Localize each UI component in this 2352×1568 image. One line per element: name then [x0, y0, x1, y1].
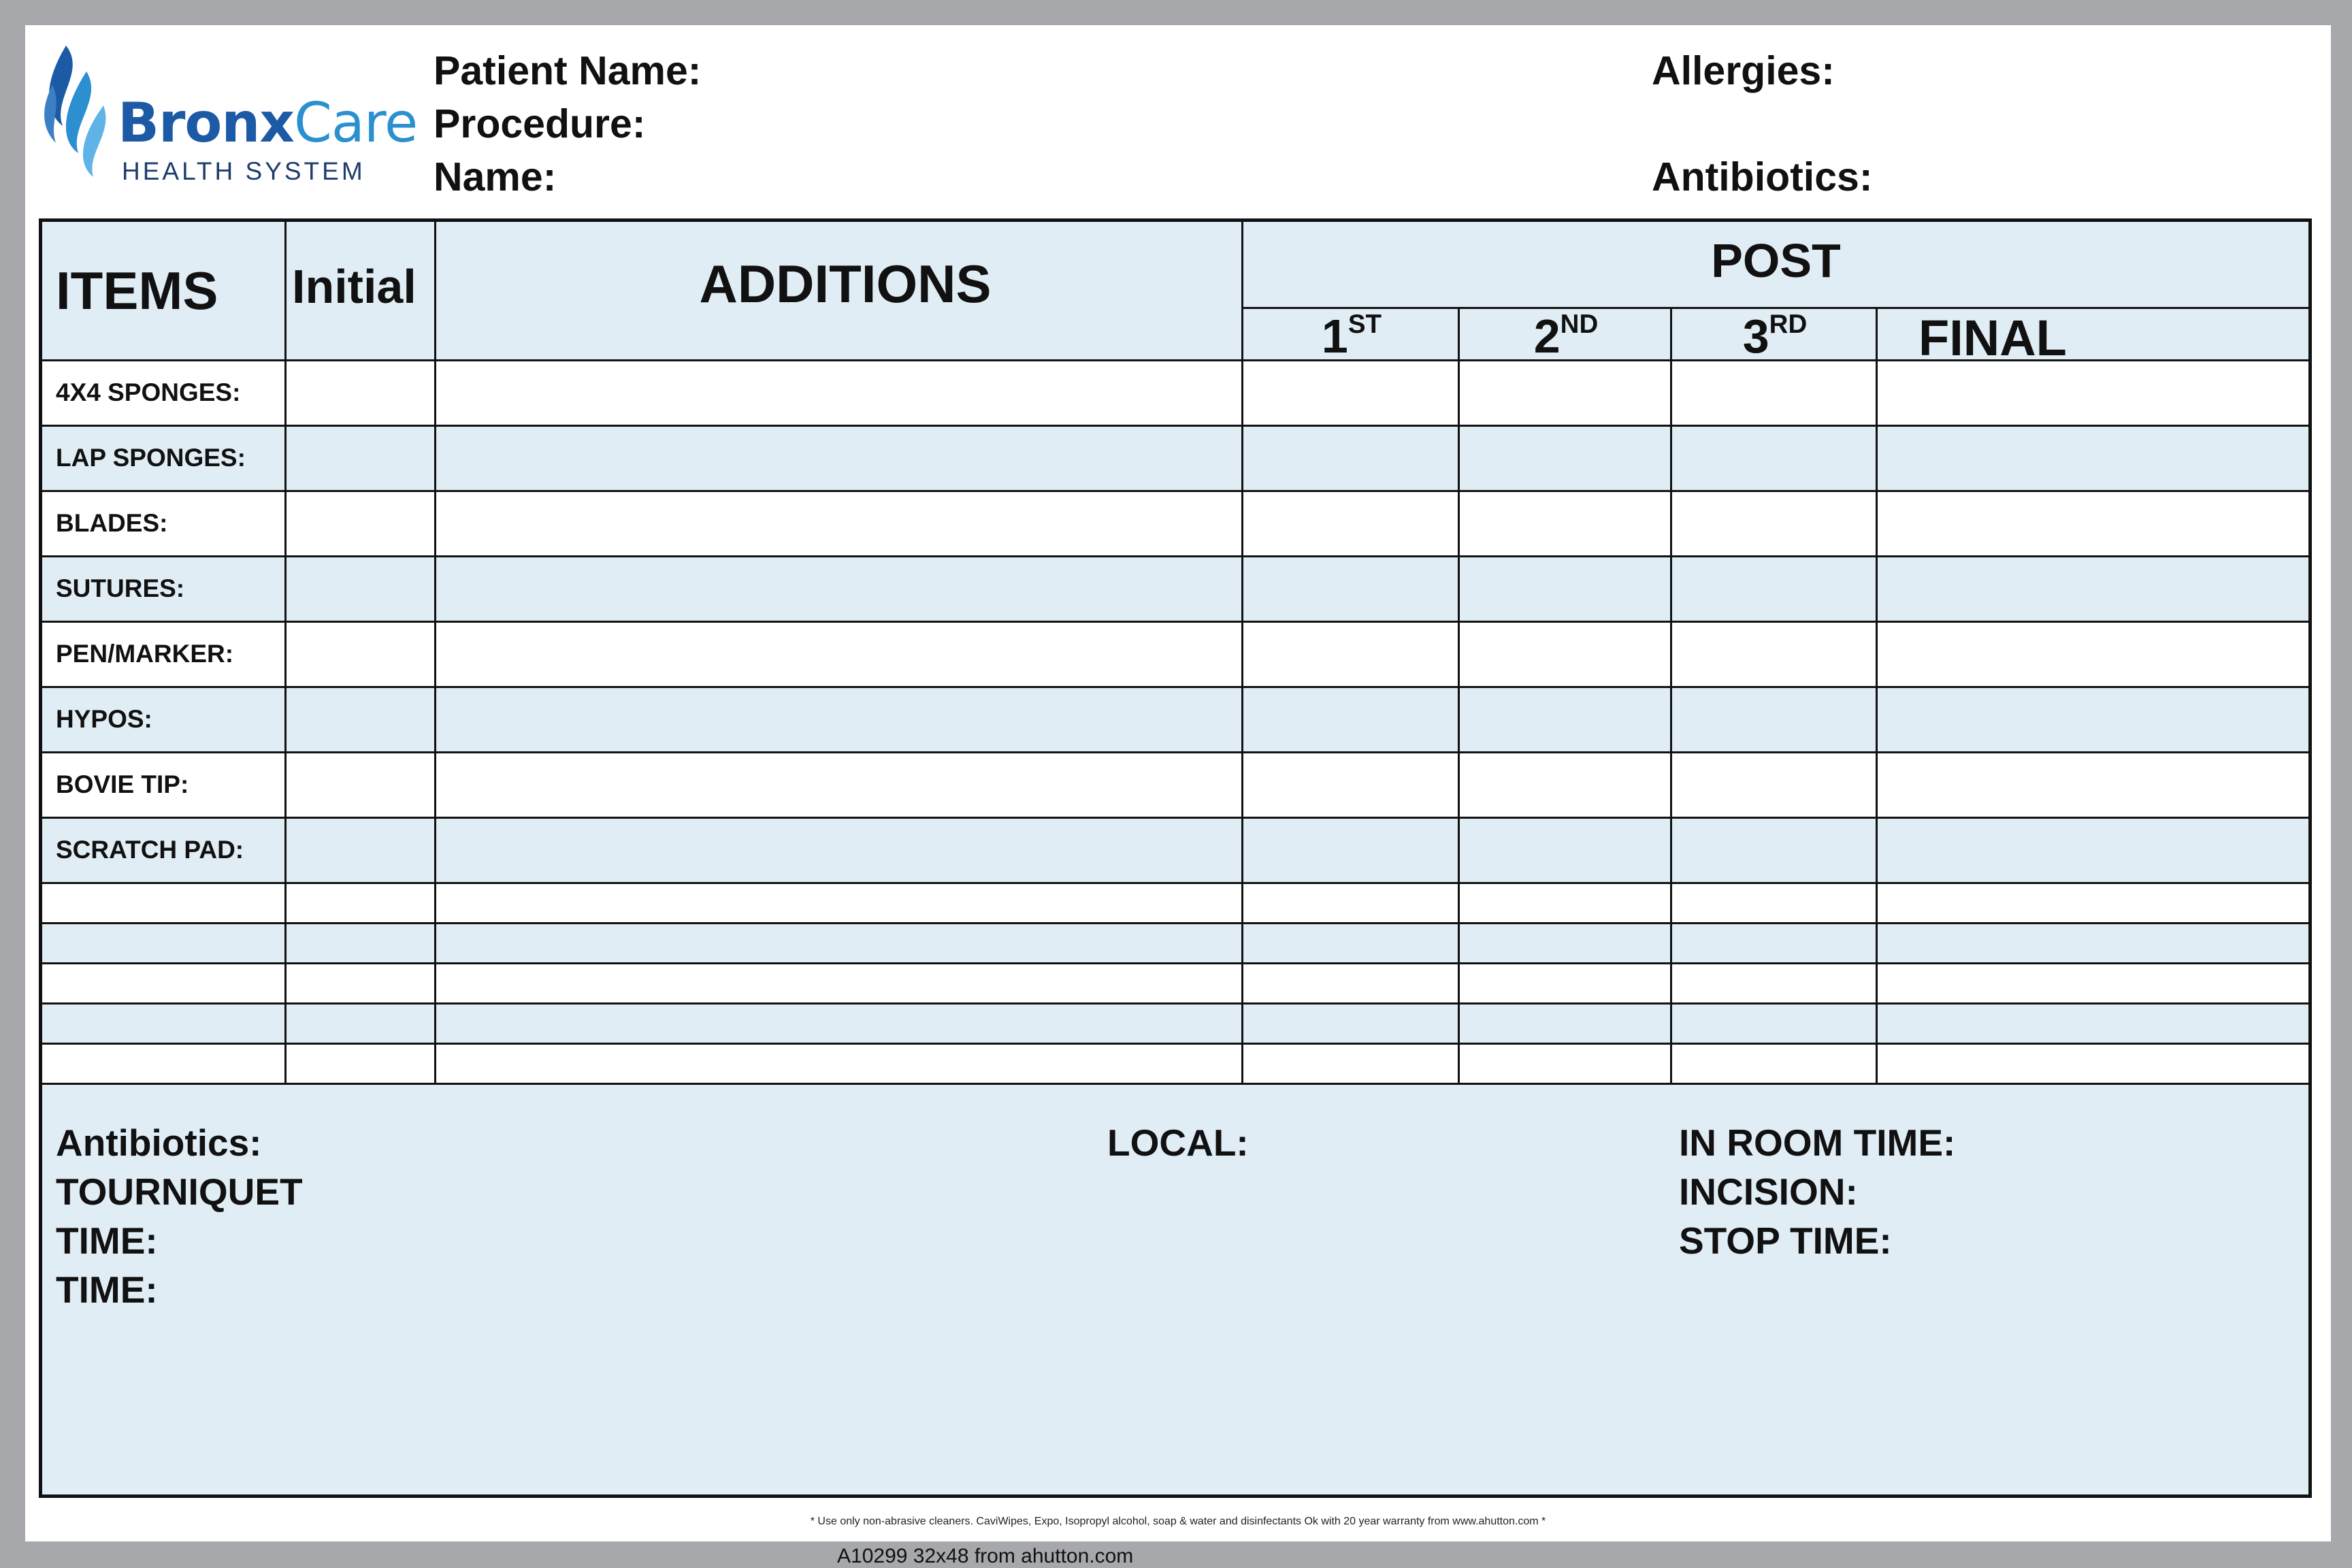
col-header-post-1st: [1243, 309, 1460, 363]
table-row: [42, 923, 2308, 963]
table-row: [42, 425, 2308, 491]
row-divider: [1242, 307, 2308, 309]
table-row: [42, 491, 2308, 556]
local-label: LOCAL:: [1107, 1122, 1249, 1164]
col-header-post-3rd: [1672, 309, 1878, 363]
table-row: [42, 1003, 2308, 1043]
item-label: PEN/MARKER:: [56, 640, 234, 668]
row-divider: [42, 882, 2308, 884]
row-divider: [42, 555, 2308, 557]
footer-antibiotics-label: Antibiotics:: [56, 1122, 262, 1164]
table-row: [42, 883, 2308, 923]
whiteboard: [25, 25, 2331, 1541]
col-header-post-2nd: [1460, 309, 1672, 363]
time-label-2: TIME:: [56, 1269, 158, 1311]
table-row: [42, 752, 2308, 817]
brand-name-part2: Care: [293, 91, 418, 154]
row-divider: [42, 425, 2308, 427]
post-1-num: 1: [1321, 309, 1348, 363]
post-1-suffix: ST: [1348, 310, 1382, 339]
table-row: [42, 817, 2308, 883]
cleaning-disclaimer: * Use only non-abrasive cleaners. CaviWipes, Expo, Isopropyl alcohol, soap & water and disinfectants Ok with 20 year warranty from www.ahutton.com *: [810, 1516, 1546, 1527]
col-header-final: FINAL: [1918, 310, 2067, 366]
antibiotics-label: Antibiotics:: [1652, 154, 1873, 199]
col-header-initial: Initial: [292, 260, 416, 313]
column-divider: [284, 222, 287, 1083]
post-3-num: 3: [1742, 309, 1769, 363]
brand-name-part1: Bronx: [118, 91, 294, 154]
col-header-post: POST: [1711, 234, 1841, 287]
column-divider: [1670, 308, 1672, 1083]
table-row: [42, 556, 2308, 621]
name-label: Name:: [434, 154, 557, 199]
table-row: [42, 1043, 2308, 1083]
product-code: A10299 32x48 from ahutton.com: [837, 1545, 1134, 1567]
row-divider: [42, 817, 2308, 819]
item-label: HYPOS:: [56, 705, 152, 733]
col-header-additions: ADDITIONS: [699, 254, 992, 314]
brand-subtitle: HEALTH SYSTEM: [122, 157, 365, 185]
column-divider: [434, 222, 436, 1083]
row-divider: [42, 1083, 2308, 1085]
row-divider: [42, 1002, 2308, 1004]
post-2-suffix: ND: [1560, 310, 1599, 339]
row-divider: [42, 686, 2308, 688]
row-divider: [42, 962, 2308, 964]
row-divider: [42, 751, 2308, 753]
col-header-items: ITEMS: [56, 261, 218, 321]
item-label: SCRATCH PAD:: [56, 836, 244, 864]
procedure-label: Procedure:: [434, 101, 646, 146]
column-divider: [1876, 308, 1878, 1083]
stop-time-label: STOP TIME:: [1679, 1220, 1892, 1262]
table-row: [42, 963, 2308, 1003]
item-label: BOVIE TIP:: [56, 770, 189, 798]
incision-label: INCISION:: [1679, 1171, 1858, 1213]
table-row: [42, 687, 2308, 752]
row-divider: [42, 1043, 2308, 1045]
flame-logo-icon: [39, 44, 120, 180]
item-label: BLADES:: [56, 509, 168, 537]
in-room-time-label: IN ROOM TIME:: [1679, 1122, 1956, 1164]
item-label: 4X4 SPONGES:: [56, 378, 241, 406]
column-divider: [1458, 308, 1460, 1083]
item-label: SUTURES:: [56, 574, 185, 602]
row-divider: [42, 621, 2308, 623]
row-divider: [42, 922, 2308, 924]
count-table: [39, 218, 2312, 1498]
table-row: [42, 360, 2308, 425]
row-divider: [42, 490, 2308, 492]
tourniquet-label: TOURNIQUET: [56, 1171, 303, 1213]
post-2-num: 2: [1533, 309, 1561, 363]
brand-name: [118, 91, 418, 154]
allergies-label: Allergies:: [1652, 48, 1835, 93]
bronxcare-logo: [39, 44, 420, 201]
post-3-suffix: RD: [1769, 310, 1808, 339]
patient-name-label: Patient Name:: [434, 48, 702, 93]
item-label: LAP SPONGES:: [56, 444, 246, 472]
time-label-1: TIME:: [56, 1220, 158, 1262]
table-row: [42, 621, 2308, 687]
